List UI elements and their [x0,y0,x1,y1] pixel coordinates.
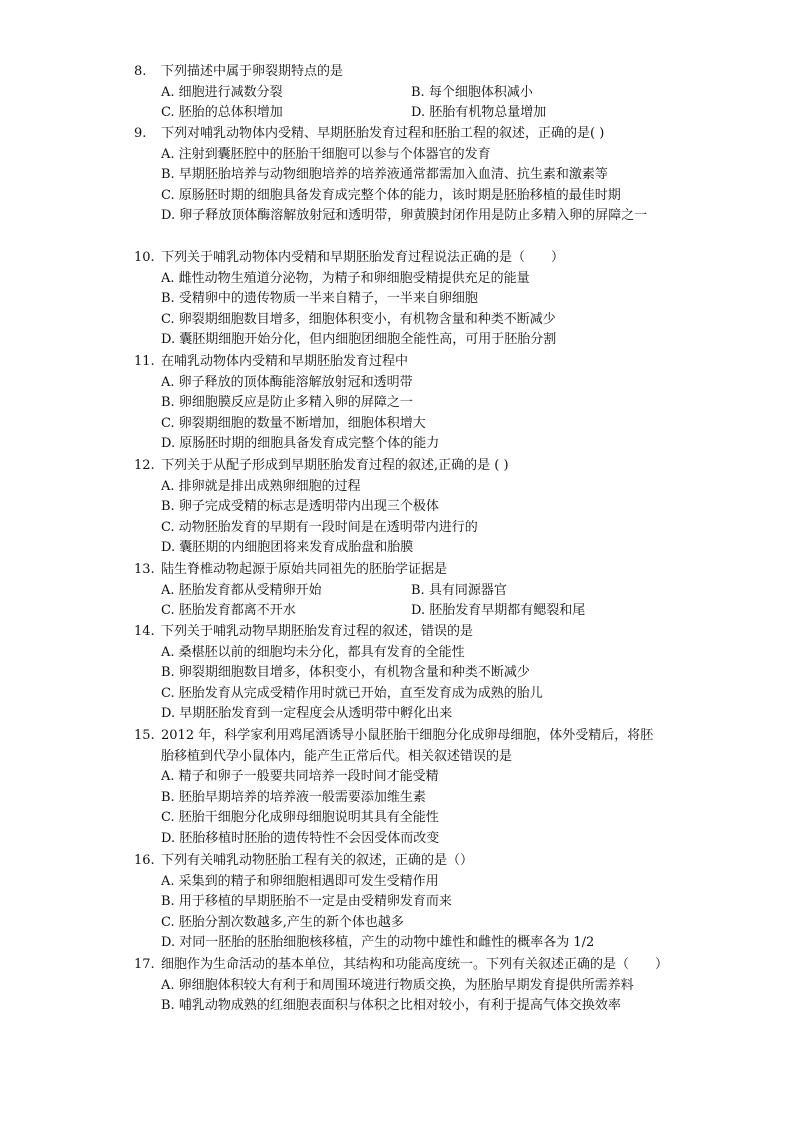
question-number: 15. [134,728,155,743]
options [134,872,664,954]
question-13 [134,560,664,622]
option-b: B. 早期胚胎培养与动物细胞培养的培养液通常都需加入血清、抗生素和激素等 [161,167,608,182]
option-a: A. 卵子释放的顶体酶能溶解放射冠和透明带 [161,374,413,390]
option-a: A. 细胞进行减数分裂 [161,84,283,100]
question-9 [134,124,664,227]
option-a: A. 注射到囊胚腔中的胚胎干细胞可以参与个体器官的发育 [161,146,491,162]
option-b: B. 每个细胞体积减小 [411,84,533,100]
options [134,373,664,455]
options [134,581,664,622]
question-number: 8. [134,64,147,79]
option-d: D. 胚胎移植时胚胎的遗传特性不会因受体而改变 [161,830,440,846]
question-number: 16. [134,853,155,868]
question-number: 13. [134,562,155,577]
question-8 [134,62,664,124]
options [134,767,664,849]
question-stem: 下列对哺乳动物体内受精、早期胚胎发育过程和胚胎工程的叙述，正确的是( ) [161,126,605,141]
option-c: C. 胚胎发育从完成受精作用时就已开始，直至发育成为成熟的胎儿 [161,685,543,701]
option-c: C. 卵裂期细胞数目增多，细胞体积变小，有机物含量和种类不断减少 [161,311,556,327]
option-a: A. 桑椹胚以前的细胞均未分化，都具有发育的全能性 [161,644,465,660]
option-c: C. 胚胎分割次数越多,产生的新个体也越多 [161,914,404,930]
question-number: 12. [134,458,155,473]
question-15 [134,726,664,849]
question-stem: 陆生脊椎动物起源于原始共同祖先的胚胎学证据是 [161,562,448,577]
option-b: B. 卵裂期细胞数目增多，体积变小，有机物含量和种类不断减少 [161,665,530,680]
option-a: A. 胚胎发育都从受精卵开始 [161,582,322,598]
option-b: B. 用于移植的早期胚胎不一定是由受精卵发育而来 [161,894,452,909]
question-stem: 2012 年，科学家利用鸡尾酒诱导小鼠胚胎干细胞分化成卵母细胞，体外受精后，将胚胎移植到代孕小鼠体内，能产生正常后代。相关叙述错误的是 [161,728,654,764]
option-c: C. 卵裂期细胞的数量不断增加，细胞体积增大 [161,415,426,431]
options [134,83,664,124]
option-b: B. 卵子完成受精的标志是透明带内出现三个极体 [161,499,439,514]
question-stem: 下列关于从配子形成到早期胚胎发育过程的叙述,正确的是 ( ) [161,458,509,473]
option-b: B. 具有同源器官 [411,582,507,598]
option-a: A. 精子和卵子一般要共同培养一段时间才能受精 [161,769,439,784]
question-stem: 在哺乳动物体内受精和早期胚胎发育过程中 [161,354,409,369]
option-d: D. 早期胚胎发育到一定程度会从透明带中孵化出来 [161,706,453,721]
question-14 [134,622,664,725]
option-b: B. 哺乳动物成熟的红细胞表面积与体积之比相对较小，有利于提高气体交换效率 [161,998,621,1013]
question-stem: 下列描述中属于卵裂期特点的是 [161,64,344,79]
option-b: B. 受精卵中的遗传物质一半来自精子，一半来自卵细胞 [161,291,478,306]
option-d: D. 胚胎发育早期都有鳃裂和尾 [411,603,586,618]
option-d: D. 囊胚期的内细胞团将来发育成胎盘和胎膜 [161,540,414,555]
option-c: C. 胚胎的总体积增加 [161,105,283,120]
option-c: C. 动物胚胎发育的早期有一段时间是在透明带内进行的 [161,519,478,535]
option-b: B. 胚胎早期培养的培养液一般需要添加维生素 [161,789,426,805]
option-d: D. 对同一胚胎的胚胎细胞核移植，产生的动物中雄性和雌性的概率各为 1/2 [161,935,595,950]
option-a: A. 采集到的精子和卵细胞相遇即可发生受精作用 [161,873,439,889]
question-11 [134,352,664,455]
question-17 [134,955,669,1017]
option-d: D. 囊胚期细胞开始分化，但内细胞团细胞全能性高，可用于胚胎分割 [161,332,557,347]
option-d: D. 胚胎有机物总量增加 [411,105,547,120]
option-a: A. 雌性动物生殖道分泌物，为精子和卵细胞受精提供充足的能量 [161,270,530,286]
option-c: C. 胚胎发育都离不开水 [161,603,296,618]
question-number: 11. [134,354,155,369]
option-b: B. 卵细胞膜反应是防止多精入卵的屏障之一 [161,395,413,410]
option-d: D. 卵子释放顶体酶溶解放射冠和透明带，卵黄膜封闭作用是防止多精入卵的屏障之一 [161,208,648,223]
question-16 [134,851,664,954]
question-number: 14. [134,624,155,639]
option-c: C. 原肠胚时期的细胞具备发育成完整个体的能力，该时期是胚胎移植的最佳时期 [161,187,621,203]
question-number: 9. [134,126,147,141]
options [134,269,664,351]
options [134,976,664,1017]
question-stem: 下列关于哺乳动物体内受精和早期胚胎发育过程说法正确的是（ ） [161,250,565,265]
option-a: A. 排卵就是排出成熟卵细胞的过程 [161,478,361,494]
option-a: A. 卵细胞体积较大有利于和周围环境进行物质交换，为胚胎早期发育提供所需养料 [161,977,634,993]
option-d: D. 原肠胚时期的细胞具备发育成完整个体的能力 [161,436,440,451]
options [134,477,664,559]
option-c: C. 胚胎干细胞分化成卵母细胞说明其具有全能性 [161,810,439,825]
question-12 [134,456,664,559]
question-stem: 下列有关哺乳动物胚胎工程有关的叙述，正确的是（） [161,853,474,868]
question-number: 17. [134,957,155,972]
question-10 [134,248,664,351]
question-number: 10. [134,250,155,265]
options [134,643,664,725]
question-stem: 下列关于哺乳动物早期胚胎发育过程的叙述，错误的是 [161,624,474,639]
options [134,145,664,227]
question-stem: 细胞作为生命活动的基本单位，其结构和功能高度统一。下列有关叙述正确的是（ ） [161,957,669,972]
